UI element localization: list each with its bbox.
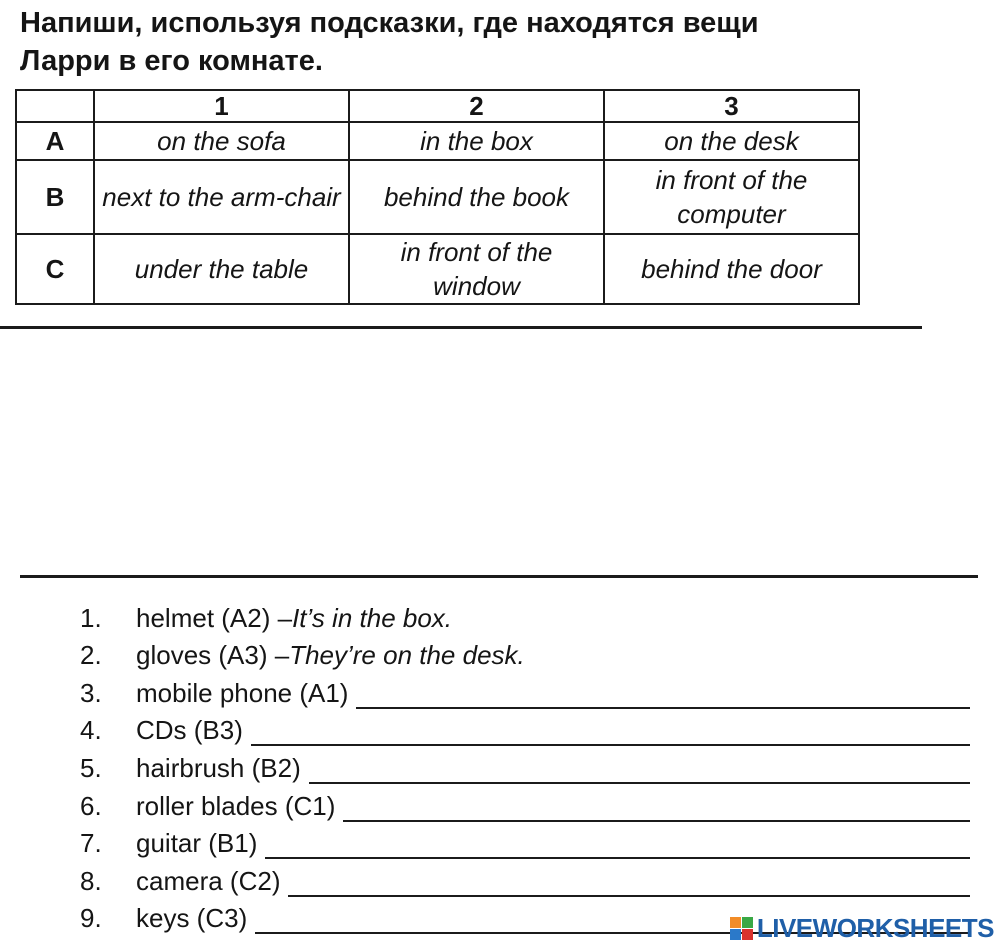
exercise-item: [80, 671, 970, 709]
answer-input[interactable]: [309, 752, 970, 784]
item-prompt: roller blades (C1): [136, 790, 336, 821]
brand-text: LIVEWORKSHEETS: [756, 913, 994, 943]
corner-cell: [16, 90, 94, 122]
exercise-item: [80, 859, 970, 897]
table-row: [16, 160, 859, 234]
item-number: 1.: [80, 602, 102, 633]
exercise-item: [80, 746, 970, 784]
table-cell: on the desk: [604, 122, 859, 160]
item-number: 7.: [80, 828, 102, 859]
answer-input[interactable]: [265, 827, 970, 859]
task-heading: [20, 4, 920, 80]
table-cell: next to the arm-chair: [94, 160, 349, 234]
table-cell: on the sofa: [94, 122, 349, 160]
example-answer: It’s in the box.: [292, 602, 453, 633]
exercise-item: [80, 822, 970, 860]
liveworksheets-logo: [730, 913, 994, 944]
item-prompt: gloves (A3) –: [136, 640, 290, 671]
exercise-item: [80, 709, 970, 747]
item-number: 2.: [80, 640, 102, 671]
column-header: 2: [349, 90, 604, 122]
table-row: [16, 234, 859, 304]
column-header: 1: [94, 90, 349, 122]
column-header: 3: [604, 90, 859, 122]
item-number: 8.: [80, 865, 102, 896]
example-answer: They’re on the desk.: [289, 640, 525, 671]
divider-line: [0, 326, 922, 329]
table-cell: in front of the window: [349, 234, 604, 304]
item-prompt: helmet (A2) –: [136, 602, 293, 633]
exercise-item: [80, 596, 970, 634]
table-cell: behind the door: [604, 234, 859, 304]
item-prompt: keys (C3): [136, 903, 248, 934]
logo-icon: [730, 917, 753, 940]
item-number: 4.: [80, 715, 102, 746]
answer-input[interactable]: [356, 677, 970, 709]
row-label: A: [16, 122, 94, 160]
table-cell: behind the book: [349, 160, 604, 234]
item-prompt: CDs (B3): [136, 715, 243, 746]
item-prompt: guitar (B1): [136, 828, 258, 859]
heading-line-1: Напиши, используя подсказки, где находятся вещи: [20, 7, 759, 39]
item-number: 3.: [80, 677, 102, 708]
answer-input[interactable]: [343, 790, 970, 822]
divider-line: [20, 575, 978, 578]
item-number: 5.: [80, 752, 102, 783]
item-prompt: camera (C2): [136, 865, 281, 896]
item-prompt: hairbrush (B2): [136, 752, 301, 783]
exercise-item: [80, 784, 970, 822]
hint-table: [15, 89, 860, 305]
row-label: C: [16, 234, 94, 304]
item-number: 6.: [80, 790, 102, 821]
item-number: 9.: [80, 903, 102, 934]
heading-line-2: Ларри в его комнате.: [20, 45, 323, 77]
table-cell: under the table: [94, 234, 349, 304]
table-header-row: [16, 90, 859, 122]
table-cell: in front of the computer: [604, 160, 859, 234]
table-row: [16, 122, 859, 160]
item-prompt: mobile phone (A1): [136, 677, 349, 708]
exercise-list: [80, 596, 970, 934]
exercise-item: [80, 634, 970, 672]
answer-input[interactable]: [288, 865, 970, 897]
row-label: B: [16, 160, 94, 234]
answer-input[interactable]: [251, 714, 970, 746]
table-cell: in the box: [349, 122, 604, 160]
